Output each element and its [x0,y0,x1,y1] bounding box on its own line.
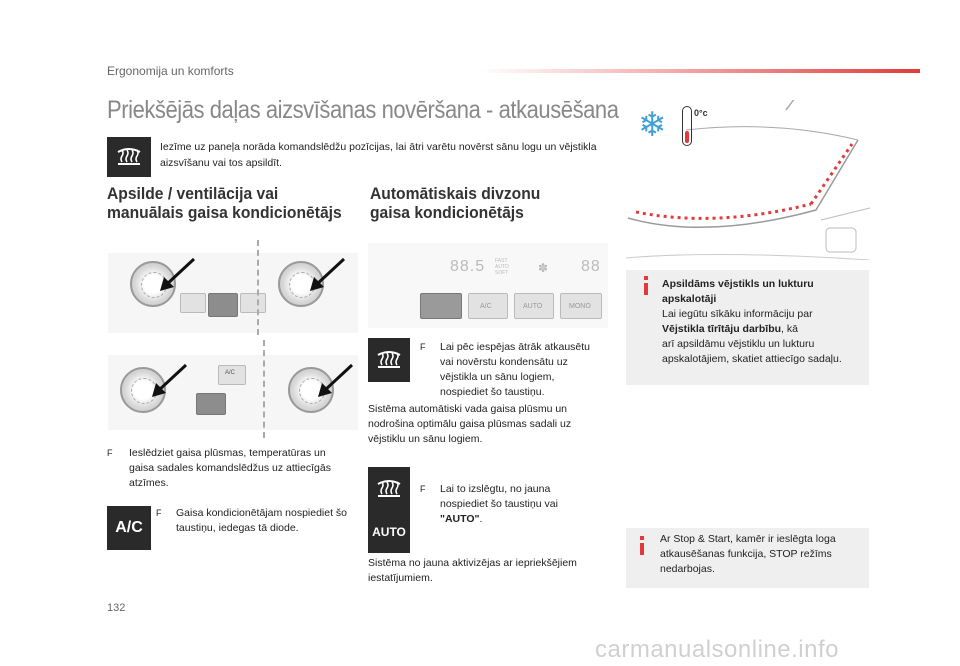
climate-display [368,255,608,283]
thermometer-icon [682,106,692,146]
bullet-mark: F [156,508,162,518]
header-accent-bar [480,69,920,73]
auto-button: AUTO [514,293,554,319]
recirculation-button [180,293,206,313]
divider [263,340,265,438]
rear-defrost-button [240,293,266,313]
snowflake-icon: ❄ [638,106,667,144]
info-text: Ar Stop & Start, kamēr ir ieslēgta loga atkausēšanas funkcija, STOP režīms nedarbojas. [660,533,836,575]
divider [257,240,259,335]
windshield-defrost-icon [368,467,410,511]
manual-panel-bottom-illustration [108,355,358,430]
auto-key-icon: AUTO [368,511,410,553]
arrow-icon [158,255,198,295]
info-title: Apsildāms vējstikls un lukturu apskalotāji [662,278,814,305]
middle-bullet-2: F Lai to izslēgtu, no jauna nospiediet šo taustiņu vai "AUTO". [420,483,558,525]
middle-section-title: Automātiskais divzonu gaisa kondicionētājs [370,184,541,222]
mode-labels: FAST AUTO SOFT [495,258,509,276]
arrow-icon [150,361,190,401]
left-bullet-1: F Ieslēdziet gaisa plūsmas, temperatūras un gaisa sadales komandslēdžus uz attiecīgās atzīmes. [107,447,331,489]
info-icon [644,283,648,295]
page-title: Priekšējās daļas aizsvīšanas novēršana - atkausēšana [107,96,619,124]
ac-button: A/C [218,365,246,385]
section-header: Ergonomija un komforts [107,64,234,78]
bullet-mark: F [420,484,426,494]
temperature-label: 0°c [694,108,708,118]
mono-button: MONO [560,293,602,319]
info-box-stop-start [626,528,869,588]
left-bullet-2: F Gaisa kondicionētājam nospiediet šo taustiņu, iedegas tā diode. [156,507,348,534]
bullet-mark: F [420,342,426,352]
arrow-icon [316,361,356,401]
defrost-button [196,393,226,415]
bullet-mark: F [107,448,113,458]
right-temp-display: 88 [581,258,601,275]
heated-windshield-illustration [626,100,870,260]
info-box-heated-windshield: Apsildāms vējstikls un lukturu apskalotāji Lai iegūtu sīkāku informāciju par Vējstikla tīrītāju darbību, kā arī apsildāmu vējstiklu un lukturu apskalotājiem, skatiet attiecīgo sadaļu. [626,270,869,385]
watermark: carmanualsonline.info [595,636,839,663]
fan-icon: ✽ [538,261,549,275]
left-temp-display: 88.5 [450,258,486,275]
arrow-icon [308,255,348,295]
left-section-title: Apsilde / ventilācija vai manuālais gaisa kondicionētājs [107,184,342,222]
middle-bullet-1: F Lai pēc iespējas ātrāk atkausētu vai novērstu kondensātu uz vējstikla un sānu logiem, nospiediet šo taustiņu. [420,341,591,398]
defrost-button [420,293,462,319]
windshield-defrost-icon [368,338,410,382]
ac-key-icon: A/C [107,506,151,550]
ac-button: A/C [468,293,508,319]
intro-text: Iezīme uz paneļa norāda komandslēdžu pozīcijas, lai ātri varētu novērst sānu logu un vējstikla aizsvīšanu vai tos apsildīt. [160,141,597,169]
middle-paragraph-1: Sistēma automātiski vada gaisa plūsmu un nodrošina optimālu gaisa plūsmas sadali uz vējstiklu un sānu logiem. [368,403,572,445]
windshield-defrost-icon [107,137,151,177]
middle-paragraph-2: Sistēma no jauna aktivizējas ar iepriekšējiem iestatījumiem. [368,557,577,584]
page-number: 132 [107,602,126,614]
manual-panel-top-illustration [108,253,358,333]
auto-panel-illustration [368,243,608,328]
defrost-button [208,293,238,317]
info-icon [640,543,644,555]
